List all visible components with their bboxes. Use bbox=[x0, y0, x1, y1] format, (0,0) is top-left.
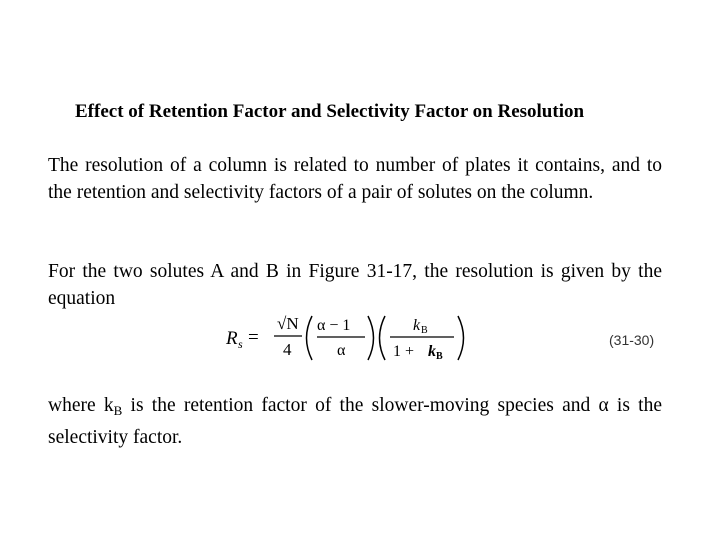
eq-term3-denominator-k: k bbox=[428, 343, 436, 360]
eq-term1-denominator: 4 bbox=[283, 340, 292, 359]
resolution-equation bbox=[222, 310, 472, 366]
paragraph-resolution-intro: The resolution of a column is related to number of plates it contains, and to the retention and selectivity factors of a pair of solutes on the column. bbox=[48, 155, 662, 203]
eq-lhs-subscript: s bbox=[238, 337, 243, 351]
eq-term3-numerator-sub: B bbox=[421, 325, 428, 336]
p3-subscript-b: B bbox=[113, 403, 123, 418]
eq-term1-numerator: √N bbox=[277, 314, 299, 333]
eq-term3-right-paren bbox=[458, 316, 464, 360]
eq-term2-left-paren bbox=[307, 316, 313, 360]
eq-term2-numerator: α − 1 bbox=[317, 317, 351, 334]
eq-term3-denominator-prefix: 1 + bbox=[393, 343, 419, 360]
eq-term2-right-paren bbox=[368, 316, 374, 360]
eq-term3-denominator-sub: B bbox=[436, 351, 443, 362]
paragraph-equation-intro: For the two solutes A and B in Figure 31-17, the resolution is given by the equation bbox=[48, 261, 662, 309]
eq-lhs-symbol: R bbox=[226, 328, 238, 349]
p3-prefix-text: where k bbox=[48, 395, 114, 416]
eq-term2-denominator: α bbox=[337, 342, 346, 359]
equation-number: (31-30) bbox=[609, 332, 655, 348]
eq-term3-numerator-k: k bbox=[413, 317, 421, 334]
eq-equals: = bbox=[248, 327, 259, 348]
paragraph-variable-definitions bbox=[48, 392, 662, 451]
p3-suffix-text: is the retention factor of the slower-moving species and α is the selectivity factor. bbox=[48, 395, 662, 448]
eq-term3-left-paren bbox=[380, 316, 386, 360]
slide-title: Effect of Retention Factor and Selectivity Factor on Resolution bbox=[75, 101, 585, 122]
